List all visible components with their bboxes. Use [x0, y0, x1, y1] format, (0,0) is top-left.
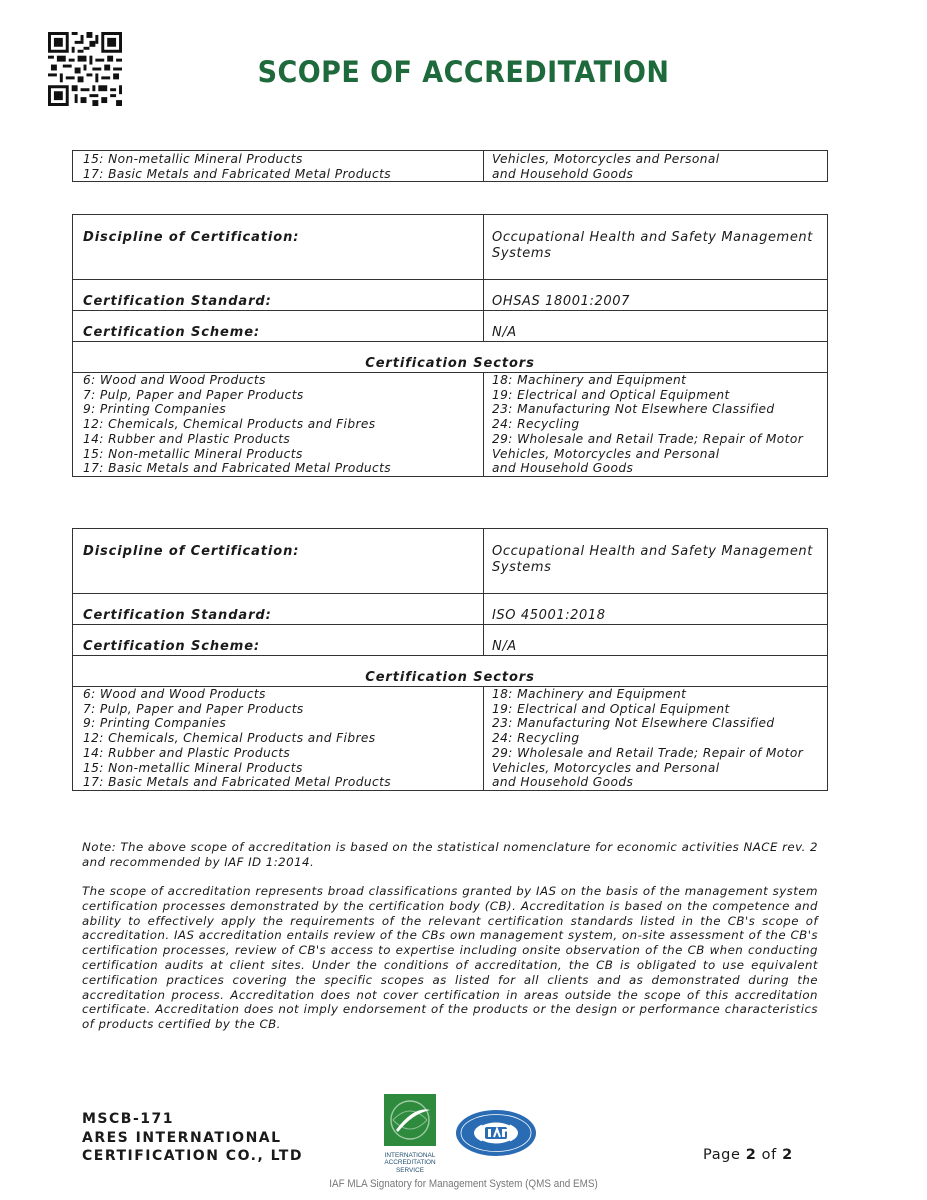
- list-item: 19: Electrical and Optical Equipment: [492, 701, 730, 716]
- discipline-label: Discipline of Certification:: [73, 529, 484, 594]
- list-item: and Household Goods: [492, 461, 634, 476]
- scheme-label: Certification Scheme:: [73, 311, 484, 342]
- list-item: 7: Pulp, Paper and Paper Products: [83, 701, 304, 716]
- list-item: 7: Pulp, Paper and Paper Products: [83, 387, 304, 402]
- table-row: [73, 215, 828, 280]
- page-total: 2: [782, 1147, 793, 1163]
- iaf-logo: [454, 1108, 538, 1158]
- ias-caption-line: SERVICE: [396, 1166, 424, 1174]
- page-word: Page: [703, 1147, 741, 1163]
- note-scope-explanation: The scope of accreditation represents broad classifications granted by IAS on the basis of the management system certification processes demonstrated by the certification body (CB). Accreditation is based on the competence and ability to effectively apply the requirements of the relevant certification standards listed in the CB's scope of accreditation. IAS accreditation entails review of the CBs own management system, on-site assessment of the CB's certification processes, review of CB's access to expertise including onsite observation of the CB when conducting certification audits at client sites. Under the conditions of accreditation, the CB is obligated to use equivalent certification practices covering the specific scopes as listed for all clients and as demonstrated during the accreditation process. Accreditation does not cover certification in areas outside the scope of this accreditation certificate. Accreditation does not imply endorsement of the products or the design or performance characteristics of products certified by the CB.: [82, 884, 818, 1032]
- discipline-label: Discipline of Certification:: [73, 215, 484, 280]
- sectors-heading: Certification Sectors: [73, 656, 828, 687]
- company-name-line: ARES INTERNATIONAL: [82, 1129, 282, 1146]
- sectors-right: [484, 151, 828, 182]
- page-number: [703, 1147, 793, 1163]
- list-item: and Household Goods: [492, 775, 634, 790]
- list-item: 17: Basic Metals and Fabricated Metal Products: [83, 775, 391, 790]
- list-item: 15: Non-metallic Mineral Products: [83, 152, 303, 166]
- table-row: [73, 151, 828, 182]
- table-row: [73, 342, 828, 373]
- table-row: [73, 280, 828, 311]
- table-row: [73, 687, 828, 791]
- page-title: SCOPE OF ACCREDITATION: [257, 55, 670, 89]
- standard-value: OHSAS 18001:2007: [484, 280, 828, 311]
- list-item: Vehicles, Motorcycles and Personal: [492, 760, 720, 775]
- list-item: 15: Non-metallic Mineral Products: [83, 446, 303, 461]
- list-item: 6: Wood and Wood Products: [83, 373, 266, 387]
- table-row: [73, 529, 828, 594]
- scope-table-ohsas: [72, 214, 828, 477]
- discipline-value-line: Systems: [492, 560, 552, 575]
- list-item: 12: Chemicals, Chemical Products and Fibres: [83, 417, 376, 432]
- list-item: 14: Rubber and Plastic Products: [83, 745, 291, 760]
- mla-signatory-text: IAF MLA Signatory for Management System (QMS and EMS): [329, 1178, 598, 1190]
- ias-logo-mark: [384, 1094, 436, 1146]
- list-item: 9: Printing Companies: [83, 716, 227, 731]
- list-item: 24: Recycling: [492, 731, 580, 746]
- sectors-right: [484, 687, 828, 791]
- list-item: 18: Machinery and Equipment: [492, 373, 687, 387]
- sectors-right: [484, 373, 828, 477]
- discipline-value-line: Occupational Health and Safety Management: [492, 230, 813, 245]
- sectors-left: [73, 373, 484, 477]
- sectors-left: [73, 687, 484, 791]
- scope-table-iso45001: [72, 528, 828, 791]
- list-item: Vehicles, Motorcycles and Personal: [492, 152, 720, 166]
- list-item: and Household Goods: [492, 166, 634, 181]
- standard-label: Certification Standard:: [73, 594, 484, 625]
- list-item: 6: Wood and Wood Products: [83, 687, 266, 701]
- list-item: 24: Recycling: [492, 417, 580, 432]
- list-item: 19: Electrical and Optical Equipment: [492, 387, 730, 402]
- page-current: 2: [745, 1147, 757, 1163]
- note-nace: Note: The above scope of accreditation is based on the statistical nomenclature for economic activities NACE rev. 2 and recommended by IAF ID 1:2014.: [82, 840, 818, 869]
- list-item: 17: Basic Metals and Fabricated Metal Products: [83, 166, 391, 181]
- discipline-value-line: Systems: [492, 246, 552, 261]
- list-item: 15: Non-metallic Mineral Products: [83, 760, 303, 775]
- list-item: 29: Wholesale and Retail Trade; Repair of Motor: [492, 431, 804, 446]
- list-item: 23: Manufacturing Not Elsewhere Classified: [492, 402, 775, 417]
- list-item: 12: Chemicals, Chemical Products and Fibres: [83, 731, 376, 746]
- standard-value: ISO 45001:2018: [484, 594, 828, 625]
- discipline-value: [484, 215, 828, 280]
- list-item: Vehicles, Motorcycles and Personal: [492, 446, 720, 461]
- footer-company-block: [82, 1110, 303, 1166]
- table-row: [73, 311, 828, 342]
- list-item: 29: Wholesale and Retail Trade; Repair of Motor: [492, 745, 804, 760]
- document-id: MSCB-171: [82, 1111, 174, 1127]
- table-row: [73, 625, 828, 656]
- standard-label: Certification Standard:: [73, 280, 484, 311]
- page-of: of: [761, 1147, 777, 1163]
- scheme-label: Certification Scheme:: [73, 625, 484, 656]
- ias-logo: [384, 1094, 436, 1174]
- ias-caption-line: ACCREDITATION: [384, 1159, 436, 1167]
- discipline-value: [484, 529, 828, 594]
- list-item: 9: Printing Companies: [83, 402, 227, 417]
- list-item: 23: Manufacturing Not Elsewhere Classified: [492, 716, 775, 731]
- list-item: 18: Machinery and Equipment: [492, 687, 687, 701]
- table-row: [73, 373, 828, 477]
- scheme-value: N/A: [484, 311, 828, 342]
- company-name-line: CERTIFICATION CO., LTD: [82, 1148, 303, 1164]
- ias-caption: [384, 1152, 436, 1174]
- list-item: 17: Basic Metals and Fabricated Metal Products: [83, 461, 391, 476]
- ias-caption-line: INTERNATIONAL: [384, 1152, 436, 1159]
- list-item: 14: Rubber and Plastic Products: [83, 431, 291, 446]
- table-row: [73, 594, 828, 625]
- discipline-value-line: Occupational Health and Safety Management: [492, 544, 813, 559]
- table-row: [73, 656, 828, 687]
- sectors-left: [73, 151, 484, 182]
- scheme-value: N/A: [484, 625, 828, 656]
- sectors-heading: Certification Sectors: [73, 342, 828, 373]
- continuation-table: [72, 150, 828, 182]
